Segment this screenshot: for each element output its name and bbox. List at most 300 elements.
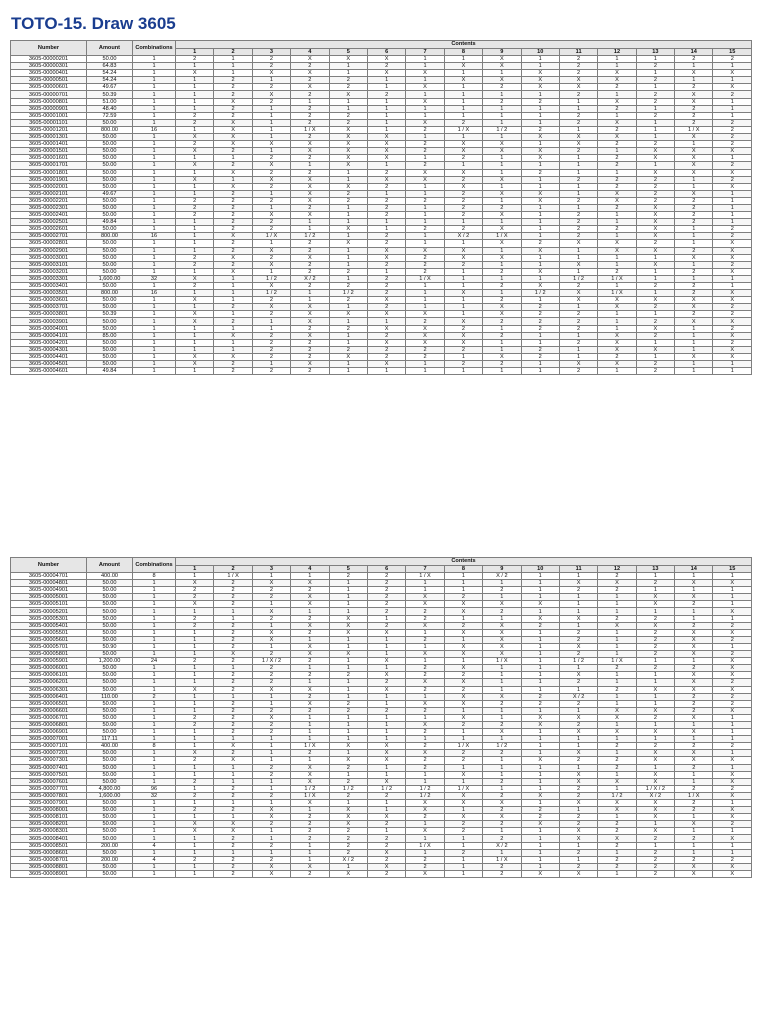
table-row <box>11 275 752 282</box>
match-15-cell: 1 <box>713 361 752 368</box>
match-12-cell: 2 <box>598 268 636 275</box>
table-row <box>11 283 752 290</box>
match-4-cell: 2 <box>291 283 329 290</box>
match-8-cell: 1 <box>444 353 482 360</box>
match-2-cell: 1 <box>214 778 252 785</box>
match-13-cell: 2 <box>636 580 674 587</box>
match-14-cell: 1 <box>675 587 713 594</box>
match-8-cell: 1 <box>444 856 482 863</box>
match-3-cell: 2 <box>252 856 290 863</box>
match-15-cell: 2 <box>713 622 752 629</box>
match-12-cell: 1 <box>598 771 636 778</box>
amount-cell: 50.00 <box>87 119 133 126</box>
match-12-cell: X <box>598 778 636 785</box>
match-7-cell: 2 <box>406 743 444 750</box>
combinations-cell: 1 <box>133 318 176 325</box>
table-row <box>11 353 752 360</box>
match-13-cell: 2 <box>636 176 674 183</box>
match-14-cell: 2 <box>675 764 713 771</box>
match-5-cell: X <box>329 162 367 169</box>
match-11-cell: X <box>559 261 597 268</box>
ticket-number-cell: 3605-00005101 <box>11 601 87 608</box>
ticket-number-cell: 3605-00001901 <box>11 176 87 183</box>
ticket-number-cell: 3605-00001601 <box>11 155 87 162</box>
match-12-cell: 1 <box>598 311 636 318</box>
ticket-number-cell: 3605-00006001 <box>11 665 87 672</box>
amount-cell: 51.00 <box>87 98 133 105</box>
amount-cell: 50.00 <box>87 629 133 636</box>
ticket-number-cell: 3605-00000701 <box>11 91 87 98</box>
match-10-cell: 1 <box>521 686 559 693</box>
match-14-cell: 1 <box>675 573 713 580</box>
match-5-cell: 2 <box>329 268 367 275</box>
match-1-cell: 2 <box>176 594 214 601</box>
match-5-cell: 1 <box>329 750 367 757</box>
match-15-cell: 2 <box>713 141 752 148</box>
match-2-cell: 2 <box>214 672 252 679</box>
header-match-6: 6 <box>367 566 405 573</box>
amount-cell: 800.00 <box>87 126 133 133</box>
match-5-cell: X / 2 <box>329 856 367 863</box>
ticket-number-cell: 3605-00000901 <box>11 105 87 112</box>
match-13-cell: 2 <box>636 112 674 119</box>
match-3-cell: X <box>252 91 290 98</box>
match-11-cell: 1 / 2 <box>559 658 597 665</box>
match-9-cell: 1 <box>483 707 521 714</box>
match-14-cell: X <box>675 651 713 658</box>
match-5-cell: X <box>329 148 367 155</box>
match-9-cell: 1 <box>483 828 521 835</box>
combinations-cell: 1 <box>133 212 176 219</box>
match-6-cell: 2 <box>367 707 405 714</box>
match-11-cell: 2 <box>559 70 597 77</box>
match-6-cell: 2 <box>367 304 405 311</box>
match-4-cell: X <box>291 304 329 311</box>
match-3-cell: 1 <box>252 700 290 707</box>
match-3-cell: 1 <box>252 126 290 133</box>
match-9-cell: 1 <box>483 594 521 601</box>
amount-cell: 50.00 <box>87 771 133 778</box>
amount-cell: 50.00 <box>87 155 133 162</box>
match-6-cell: 1 <box>367 828 405 835</box>
match-1-cell: X <box>176 275 214 282</box>
match-8-cell: X <box>444 800 482 807</box>
match-13-cell: 1 <box>636 275 674 282</box>
match-7-cell: 2 <box>406 148 444 155</box>
match-9-cell: 1 <box>483 665 521 672</box>
amount-cell: 50.00 <box>87 304 133 311</box>
match-10-cell: X <box>521 757 559 764</box>
match-13-cell: 1 <box>636 84 674 91</box>
match-15-cell: X <box>713 318 752 325</box>
ticket-number-cell: 3605-00004701 <box>11 573 87 580</box>
match-9-cell: 1 <box>483 162 521 169</box>
match-9-cell: X <box>483 141 521 148</box>
match-6-cell: 1 <box>367 764 405 771</box>
ticket-number-cell: 3605-00002201 <box>11 197 87 204</box>
table-row <box>11 778 752 785</box>
match-14-cell: X <box>675 134 713 141</box>
match-10-cell: 1 <box>521 332 559 339</box>
match-4-cell: X <box>291 700 329 707</box>
match-8-cell: X <box>444 629 482 636</box>
match-11-cell: 1 <box>559 254 597 261</box>
match-11-cell: 1 <box>559 842 597 849</box>
match-10-cell: X <box>521 197 559 204</box>
match-7-cell: 2 <box>406 863 444 870</box>
amount-cell: 200.00 <box>87 842 133 849</box>
header-match-14: 14 <box>675 566 713 573</box>
table-row <box>11 204 752 211</box>
match-14-cell: 1 / X <box>675 126 713 133</box>
match-8-cell: 1 <box>444 311 482 318</box>
match-10-cell: 2 <box>521 346 559 353</box>
match-14-cell: 1 <box>675 849 713 856</box>
match-11-cell: 2 <box>559 318 597 325</box>
match-3-cell: X <box>252 870 290 877</box>
match-1-cell: X <box>176 311 214 318</box>
ticket-number-cell: 3605-00005601 <box>11 636 87 643</box>
header-match-15: 15 <box>713 566 752 573</box>
match-13-cell: 1 <box>636 254 674 261</box>
match-14-cell: 1 <box>675 77 713 84</box>
match-4-cell: 1 <box>291 721 329 728</box>
table-row <box>11 807 752 814</box>
combinations-cell: 2 <box>133 693 176 700</box>
combinations-cell: 1 <box>133 807 176 814</box>
match-6-cell: X <box>367 297 405 304</box>
match-14-cell: X <box>675 821 713 828</box>
match-9-cell: 1 <box>483 672 521 679</box>
match-14-cell: 2 <box>675 601 713 608</box>
match-12-cell: 1 <box>598 148 636 155</box>
match-5-cell: X <box>329 615 367 622</box>
match-1-cell: 2 <box>176 721 214 728</box>
match-8-cell: X <box>444 254 482 261</box>
amount-cell: 50.00 <box>87 750 133 757</box>
match-9-cell: X <box>483 622 521 629</box>
table-row <box>11 629 752 636</box>
match-1-cell: 1 <box>176 63 214 70</box>
match-9-cell: X <box>483 254 521 261</box>
combinations-cell: 4 <box>133 856 176 863</box>
match-5-cell: 1 <box>329 693 367 700</box>
match-14-cell: 1 <box>675 339 713 346</box>
match-12-cell: 1 <box>598 608 636 615</box>
match-1-cell: 1 <box>176 636 214 643</box>
match-8-cell: 1 <box>444 70 482 77</box>
match-6-cell: X <box>367 134 405 141</box>
match-10-cell: 1 <box>521 672 559 679</box>
match-9-cell: X <box>483 651 521 658</box>
match-11-cell: X <box>559 77 597 84</box>
match-13-cell: X <box>636 155 674 162</box>
match-11-cell: 1 <box>559 247 597 254</box>
match-10-cell: 1 <box>521 729 559 736</box>
match-2-cell: X <box>214 757 252 764</box>
match-13-cell: 1 <box>636 290 674 297</box>
amount-cell: 50.00 <box>87 176 133 183</box>
amount-cell: 50.00 <box>87 148 133 155</box>
match-14-cell: X <box>675 672 713 679</box>
match-15-cell: 1 <box>713 828 752 835</box>
match-13-cell: 1 <box>636 311 674 318</box>
ticket-number-cell: 3605-00005201 <box>11 608 87 615</box>
match-15-cell: 1 <box>713 275 752 282</box>
match-11-cell: 2 <box>559 219 597 226</box>
match-15-cell: 1 <box>713 190 752 197</box>
match-11-cell: 1 <box>559 155 597 162</box>
match-15-cell: 1 <box>713 63 752 70</box>
match-11-cell: 1 <box>559 190 597 197</box>
ticket-number-cell: 3605-00001501 <box>11 148 87 155</box>
match-14-cell: 2 <box>675 290 713 297</box>
match-12-cell: 2 <box>598 183 636 190</box>
page-title: TOTO-15. Draw 3605 <box>11 14 176 33</box>
match-6-cell: 1 <box>367 700 405 707</box>
match-2-cell: 1 <box>214 346 252 353</box>
match-3-cell: 2 <box>252 672 290 679</box>
combinations-cell: 1 <box>133 643 176 650</box>
match-12-cell: 1 <box>598 814 636 821</box>
match-1-cell: 2 <box>176 112 214 119</box>
match-2-cell: 2 <box>214 261 252 268</box>
match-9-cell: X <box>483 353 521 360</box>
match-14-cell: X <box>675 169 713 176</box>
combinations-cell: 1 <box>133 870 176 877</box>
match-6-cell: 2 <box>367 240 405 247</box>
ticket-number-cell: 3605-00003801 <box>11 311 87 318</box>
match-10-cell: 1 <box>521 91 559 98</box>
match-7-cell: 2 <box>406 764 444 771</box>
match-6-cell: X <box>367 629 405 636</box>
match-14-cell: 2 <box>675 56 713 63</box>
match-3-cell: 1 <box>252 643 290 650</box>
ticket-number-cell: 3605-00008101 <box>11 814 87 821</box>
match-10-cell: X <box>521 70 559 77</box>
header-match-10: 10 <box>521 566 559 573</box>
match-2-cell: X <box>214 141 252 148</box>
match-6-cell: X <box>367 339 405 346</box>
match-1-cell: X <box>176 580 214 587</box>
match-10-cell: 1 <box>521 56 559 63</box>
match-4-cell: 1 <box>291 573 329 580</box>
match-4-cell: 2 <box>291 77 329 84</box>
match-7-cell: 1 <box>406 183 444 190</box>
combinations-cell: 96 <box>133 785 176 792</box>
match-1-cell: 1 <box>176 346 214 353</box>
match-6-cell: X <box>367 311 405 318</box>
match-12-cell: 1 <box>598 700 636 707</box>
match-4-cell: 2 <box>291 814 329 821</box>
match-4-cell: 2 <box>291 750 329 757</box>
match-10-cell: 1 <box>521 743 559 750</box>
match-9-cell: X <box>483 814 521 821</box>
combinations-cell: 1 <box>133 183 176 190</box>
ticket-number-cell: 3605-00005901 <box>11 658 87 665</box>
match-10-cell: 2 <box>521 311 559 318</box>
match-5-cell: 1 <box>329 339 367 346</box>
ticket-number-cell: 3605-00003901 <box>11 318 87 325</box>
amount-cell: 48.40 <box>87 105 133 112</box>
match-5-cell: X <box>329 807 367 814</box>
match-2-cell: X <box>214 828 252 835</box>
match-4-cell: X <box>291 70 329 77</box>
match-14-cell: 2 <box>675 219 713 226</box>
match-6-cell: 1 <box>367 112 405 119</box>
match-12-cell: 2 <box>598 226 636 233</box>
match-15-cell: X <box>713 672 752 679</box>
match-8-cell: X <box>444 332 482 339</box>
table-row <box>11 197 752 204</box>
match-10-cell: 2 <box>521 693 559 700</box>
table-row <box>11 368 752 375</box>
match-13-cell: 2 <box>636 240 674 247</box>
match-11-cell: 1 <box>559 573 597 580</box>
match-7-cell: 2 <box>406 126 444 133</box>
match-8-cell: 2 <box>444 204 482 211</box>
match-9-cell: 1 <box>483 679 521 686</box>
match-10-cell: 1 <box>521 658 559 665</box>
table-row <box>11 70 752 77</box>
match-13-cell: 2 <box>636 870 674 877</box>
match-6-cell: 1 <box>367 190 405 197</box>
match-5-cell: 1 <box>329 63 367 70</box>
match-14-cell: 2 <box>675 707 713 714</box>
match-12-cell: 1 <box>598 261 636 268</box>
match-2-cell: X <box>214 233 252 240</box>
match-1-cell: 1 <box>176 679 214 686</box>
draw-table-2 <box>10 557 752 878</box>
match-15-cell: X <box>713 757 752 764</box>
match-1-cell: 2 <box>176 587 214 594</box>
match-7-cell: 1 <box>406 204 444 211</box>
match-9-cell: 1 <box>483 197 521 204</box>
table-row <box>11 651 752 658</box>
match-7-cell: 1 <box>406 361 444 368</box>
amount-cell: 72.59 <box>87 112 133 119</box>
match-1-cell: X <box>176 828 214 835</box>
ticket-number-cell: 3605-00006401 <box>11 693 87 700</box>
match-7-cell: 1 / 2 <box>406 785 444 792</box>
match-2-cell: 2 <box>214 870 252 877</box>
table-row <box>11 615 752 622</box>
match-12-cell: 1 / X <box>598 290 636 297</box>
match-15-cell: 2 <box>713 700 752 707</box>
match-8-cell: X <box>444 792 482 799</box>
match-1-cell: 1 <box>176 651 214 658</box>
match-10-cell: 1 <box>521 212 559 219</box>
match-2-cell: 2 <box>214 750 252 757</box>
match-1-cell: 1 <box>176 785 214 792</box>
match-13-cell: X <box>636 204 674 211</box>
match-6-cell: 2 <box>367 283 405 290</box>
ticket-number-cell: 3605-00000501 <box>11 77 87 84</box>
match-14-cell: 1 <box>675 842 713 849</box>
match-1-cell: 1 <box>176 126 214 133</box>
match-14-cell: X <box>675 353 713 360</box>
match-9-cell: X <box>483 643 521 650</box>
match-2-cell: 2 <box>214 792 252 799</box>
match-5-cell: 1 <box>329 304 367 311</box>
match-2-cell: X <box>214 169 252 176</box>
combinations-cell: 1 <box>133 91 176 98</box>
match-7-cell: X <box>406 800 444 807</box>
match-6-cell: X <box>367 361 405 368</box>
match-4-cell: X <box>291 800 329 807</box>
match-11-cell: X <box>559 729 597 736</box>
match-9-cell: 2 <box>483 283 521 290</box>
match-7-cell: 2 <box>406 757 444 764</box>
match-4-cell: 2 <box>291 119 329 126</box>
match-11-cell: 2 <box>559 148 597 155</box>
match-5-cell: 2 <box>329 778 367 785</box>
match-7-cell: 1 <box>406 112 444 119</box>
match-9-cell: 1 <box>483 325 521 332</box>
table-row <box>11 56 752 63</box>
match-11-cell: X <box>559 361 597 368</box>
match-11-cell: 2 <box>559 785 597 792</box>
match-10-cell: 1 <box>521 219 559 226</box>
match-3-cell: X <box>252 636 290 643</box>
match-6-cell: X <box>367 254 405 261</box>
match-6-cell: 1 <box>367 736 405 743</box>
match-4-cell: X <box>291 863 329 870</box>
match-10-cell: 1 <box>521 608 559 615</box>
match-13-cell: X <box>636 226 674 233</box>
match-4-cell: X <box>291 183 329 190</box>
match-13-cell: X <box>636 807 674 814</box>
match-12-cell: X <box>598 190 636 197</box>
match-5-cell: 1 <box>329 233 367 240</box>
match-13-cell: 2 <box>636 98 674 105</box>
match-13-cell: 1 <box>636 679 674 686</box>
header-match-1: 1 <box>176 49 214 56</box>
amount-cell: 50.00 <box>87 700 133 707</box>
header-combinations: Combinations <box>133 41 176 56</box>
match-2-cell: 1 <box>214 297 252 304</box>
match-6-cell: 1 <box>367 800 405 807</box>
match-11-cell: 2 <box>559 629 597 636</box>
match-7-cell: 1 <box>406 587 444 594</box>
match-8-cell: 1 <box>444 304 482 311</box>
match-3-cell: X <box>252 304 290 311</box>
match-9-cell: 1 <box>483 580 521 587</box>
match-15-cell: 1 <box>713 283 752 290</box>
amount-cell: 50.00 <box>87 665 133 672</box>
match-4-cell: X <box>291 594 329 601</box>
table-row <box>11 828 752 835</box>
match-11-cell: 2 <box>559 814 597 821</box>
match-13-cell: 1 <box>636 119 674 126</box>
table-row <box>11 240 752 247</box>
combinations-cell: 1 <box>133 84 176 91</box>
ticket-number-cell: 3605-00007101 <box>11 743 87 750</box>
ticket-number-cell: 3605-00000401 <box>11 70 87 77</box>
match-3-cell: X <box>252 212 290 219</box>
match-1-cell: 2 <box>176 856 214 863</box>
match-15-cell: X <box>713 835 752 842</box>
match-15-cell: X <box>713 863 752 870</box>
match-9-cell: 2 <box>483 807 521 814</box>
table-body-2 <box>11 573 752 878</box>
match-10-cell: X <box>521 870 559 877</box>
match-3-cell: 2 <box>252 842 290 849</box>
match-15-cell: X <box>713 70 752 77</box>
match-15-cell: X <box>713 240 752 247</box>
combinations-cell: 1 <box>133 190 176 197</box>
match-6-cell: 1 <box>367 98 405 105</box>
